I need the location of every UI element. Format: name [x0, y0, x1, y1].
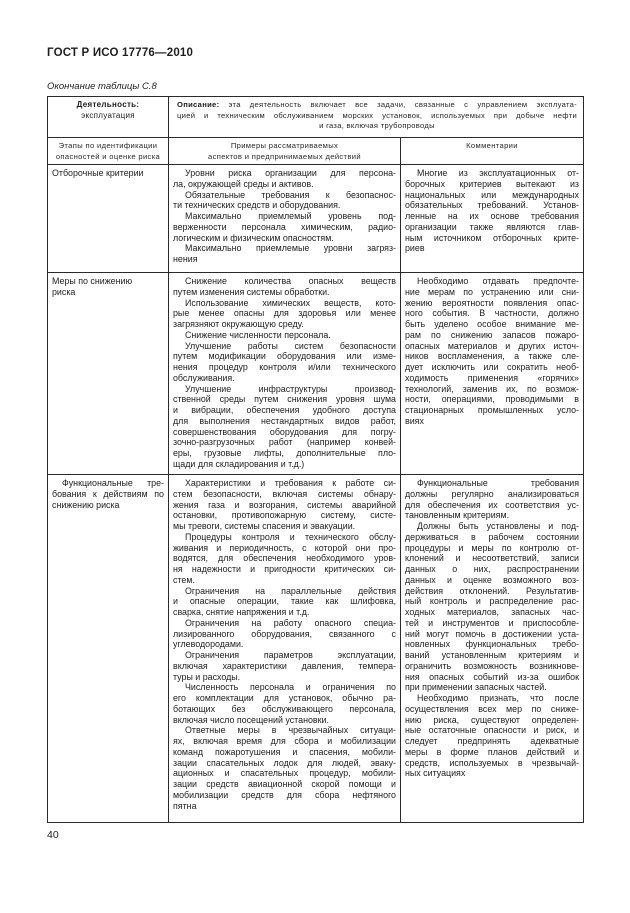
text-line: Необходимо признать, что после [417, 693, 579, 703]
text-line: жения газа и возгорания, системы аварийной [173, 499, 396, 510]
stage-cell [48, 273, 169, 475]
column-header-comments [401, 138, 584, 165]
text-line: для обеспечения их соответствия ус- [405, 499, 579, 510]
column-header-line: Комментарии [466, 141, 518, 150]
text-line: риев [405, 243, 425, 254]
text-line: ационных и спасательных процедур, мобили- [173, 768, 396, 779]
text-line: обязательных требований. Установ- [405, 200, 579, 211]
text-line: Характеристики и требования к работе си- [185, 478, 396, 488]
paragraph [173, 168, 396, 190]
text-line: тановленным критериям. [405, 510, 510, 521]
comments-cell [401, 273, 584, 475]
paragraph [173, 330, 396, 341]
text-line: Ограничения на параллельные действия [185, 585, 396, 596]
text-line: сварка, снятие напряжения и т.д. [173, 607, 310, 617]
text-line: Необходимо отдавать предпочте- [417, 276, 579, 286]
paragraph [405, 276, 579, 427]
text-line: рые менее опасны для здоровья или менее [173, 308, 396, 319]
text-line: логическим и физическим опасностям. [173, 232, 334, 243]
column-header-line: Примеры рассматриваемых [230, 141, 339, 150]
paragraph [173, 341, 396, 384]
text-line: снижению риска [52, 499, 120, 510]
text-line: Ответные меры в чрезвычайных ситуаци- [185, 725, 396, 736]
text-line: Функциональные тре- [62, 478, 164, 488]
text-line: Ограничения на работу опасного специа- [185, 617, 396, 628]
text-line: Улучшение работы систем безопасности [185, 340, 396, 351]
text-line: и опасные операции, такие как шлифовка, [173, 596, 396, 607]
description-line [177, 100, 577, 111]
text-line: ваний установленным критериям и [405, 650, 579, 660]
text-line: осуществления всех мер по сниже- [405, 703, 579, 714]
text-line: ботающих без обслуживающего персонала, [173, 703, 396, 714]
text-line: ников воспламенения, а также сле- [405, 351, 579, 362]
table-header [48, 97, 584, 165]
text-line: опасных материалов и других источ- [405, 340, 579, 351]
text-line: Улучшение инфраструктуры производ- [185, 383, 396, 394]
page-number: 40 [47, 829, 59, 841]
paragraph [173, 298, 396, 330]
text-line: ях, включая время для сбора и мобилизации [173, 736, 396, 746]
column-header-row [48, 138, 584, 165]
text-line: для выполнения нестандартных видов работ, [173, 415, 396, 426]
text-line: меры в форме планов действий и [405, 746, 579, 757]
text-line: Использование химических веществ, кото- [185, 297, 396, 308]
document-id: ГОСТ Р ИСО 17776—2010 [47, 47, 194, 59]
paragraph [173, 211, 396, 243]
text-line: ный контроль и распределение рас- [405, 596, 579, 607]
column-header-line: аспектов и предпринимаемых действий [208, 151, 361, 161]
paragraph [405, 521, 579, 693]
text-line: при применении запасных частей. [405, 682, 547, 693]
text-line: новленных функциональных требо- [405, 639, 579, 650]
text-line: должны регулярно анализироваться [405, 488, 579, 499]
text-line: Многие из эксплуатационных от- [417, 168, 579, 178]
column-header-line: Этапы по идентификации [58, 141, 158, 150]
paragraph [173, 478, 396, 532]
text-line: углеводородами. [173, 639, 244, 650]
text-line: стем безопасности, включая системы обнару- [173, 488, 396, 499]
text-line: загрязняют окружающую среду. [173, 319, 304, 329]
text-line: Ограничения параметров эксплуатации, [185, 650, 396, 660]
text-line: дует исключить или сократить необ- [405, 362, 579, 372]
paragraph [173, 276, 396, 298]
description-line: цией и техническим обслуживанием морских установок, используемых при добыче нефти [177, 110, 577, 120]
text-line: данных и оценке возможного воз- [405, 574, 579, 585]
text-line: Отборочные критерии [52, 168, 144, 178]
text-line: борочных критериев вытекают из [405, 178, 579, 189]
stage-cell [48, 475, 169, 823]
text-line: ходимость применения «горячих» [405, 372, 579, 383]
text-line: ные остаточные опасности и риск, и [405, 725, 579, 736]
examples-cell [169, 475, 401, 823]
text-line: щади для складирования и т.д.) [173, 458, 305, 469]
table-row [48, 475, 584, 823]
paragraph [405, 693, 579, 779]
comments-cell [401, 475, 584, 823]
table-caption: Окончание таблицы С.8 [47, 81, 157, 92]
text-line: мы тревоги, системы спасения и эвакуации. [173, 521, 356, 531]
comments-cell [401, 165, 584, 273]
text-line: ных ситуациях [405, 768, 466, 779]
text-line: зации спасательных лодок для людей, эваку- [173, 757, 396, 768]
text-line: Численность персонала и ограничения по [185, 682, 396, 693]
text-line: путем изменения системы обработки. [173, 286, 330, 297]
activity-cell [48, 97, 169, 138]
description-text: эта деятельность включает все задачи, связанные с управлением эксплуата- [228, 100, 577, 109]
paragraph [52, 168, 164, 179]
paragraph [173, 384, 396, 470]
text-line: ня надежности и пригодности критических си- [173, 564, 396, 574]
text-line: остановки, противопожарную систему, систе- [173, 510, 396, 521]
text-line: включая число посещений установки. [173, 714, 329, 725]
paragraph [173, 650, 396, 682]
paragraph [173, 618, 396, 650]
paragraph [405, 478, 579, 521]
text-line: Меры по снижению [52, 276, 133, 286]
text-line: зации средств авиационной скорой помощи и [173, 779, 396, 789]
text-line: бования к действиям по [52, 488, 164, 499]
text-line: совершенствования оборудования для погру- [173, 426, 396, 437]
text-line: ограничить возможность возникнове- [405, 660, 579, 671]
text-line: держиваться в рабочем состоянии [405, 531, 579, 542]
text-line: ным источником отборочных крите- [405, 232, 579, 243]
text-line: ности, операциями, проводимыми в [405, 394, 579, 405]
text-line: данных о них, распространении [405, 564, 579, 574]
text-line: Снижение количества опасных веществ [185, 276, 396, 286]
paragraph [173, 682, 396, 725]
text-line: пятна [173, 800, 197, 811]
examples-cell [169, 273, 401, 475]
text-line: ния опасных событий из-за ошибок [405, 671, 579, 682]
text-line: ходных материалов, запасных час- [405, 607, 579, 617]
paragraph [405, 168, 579, 254]
text-line: Уровни риска организации для персона- [185, 168, 396, 178]
data-table [47, 96, 584, 823]
text-line: Функциональные требования [417, 478, 579, 488]
stage-cell [48, 165, 169, 273]
text-line: нения процедур контроля и/или технического [173, 362, 396, 372]
text-line: мобилизации средств для сбора нефтяного [173, 789, 396, 800]
text-line: путем модификации оборудования или изме- [173, 351, 396, 362]
text-line: тей и инструментов и приспособле- [405, 617, 579, 628]
text-line: национальных или международных [405, 189, 579, 200]
table-body [48, 165, 584, 823]
paragraph [52, 276, 164, 298]
text-line: Максимально приемлемые уровни загряз- [185, 243, 396, 254]
paragraph [173, 532, 396, 586]
table-header-row [48, 97, 584, 138]
description-line: и газа, включая трубопроводы [319, 121, 435, 131]
text-line: стационарных промышленных усло- [405, 405, 579, 415]
text-line: ственной среды путем снижения уровня шума [173, 394, 396, 405]
paragraph [173, 190, 396, 212]
text-line: риска [52, 286, 76, 297]
text-line: Процедуры контроля и технического обслу- [185, 531, 396, 542]
text-line: еры, грузовые лифты, дополнительные пло- [173, 448, 396, 458]
text-line: и вибрации, обеспечения удобного доступа [173, 405, 396, 415]
column-header-stage [48, 138, 169, 165]
text-line: команд пожаротушения и спасения, мобили- [173, 746, 396, 757]
text-line: технологий, заменив их, по возмож- [405, 383, 579, 394]
text-line: нения [173, 254, 198, 264]
text-line: виях [405, 415, 424, 426]
text-line: нию риска, существуют определен- [405, 714, 579, 725]
description-label: Описание: [177, 100, 220, 109]
text-line: Снижение численности персонала. [185, 329, 331, 340]
column-header-examples [169, 138, 401, 165]
text-line: стем. [173, 574, 195, 585]
text-line: ла, окружающей среды и активов. [173, 178, 314, 189]
text-line: ти технических средств и оборудования. [173, 200, 341, 211]
table-row [48, 165, 584, 273]
text-line: Максимально приемлемый уровень под- [185, 211, 396, 221]
examples-cell [169, 165, 401, 273]
text-line: Должны быть установлены и под- [417, 521, 579, 531]
text-line: ний могут помочь в достижении уста- [405, 628, 579, 639]
paragraph [173, 243, 396, 265]
activity-label: Деятельность: [76, 100, 140, 109]
text-line: ленные на их основе требования [405, 211, 579, 221]
text-line: клонений и несоответствий, записи [405, 553, 579, 564]
text-line: туры и расходы. [173, 671, 241, 682]
text-line: включая характеристики давления, темпера- [173, 660, 396, 671]
text-line: следует предпринять адекватные [405, 736, 579, 746]
text-line: зочно-разгрузочных работ (например конвей- [173, 437, 396, 448]
text-line: жению вероятности появления опас- [405, 297, 579, 308]
paragraph [52, 478, 164, 510]
text-line: водятся, для обеспечения необходимого уров- [173, 553, 396, 564]
text-line: Обязательные требования к безопаснос- [185, 189, 396, 200]
text-line: его комплектации для установок, обычно ра- [173, 693, 396, 703]
activity-value: эксплуатация [81, 110, 135, 120]
text-line: ние мерам по устранению или сни- [405, 286, 579, 297]
text-line: обслуживания. [173, 372, 235, 383]
description-cell [169, 97, 584, 138]
table-row [48, 273, 584, 475]
text-line: быть уделено особое внимание ме- [405, 319, 579, 329]
column-header-line: опасностей и оценке риска [55, 151, 161, 161]
paragraph [173, 586, 396, 618]
text-line: ного события. В частности, должно [405, 308, 579, 319]
text-line: процедуры и меры по контролю от- [405, 542, 579, 553]
text-line: живания и периодичность, с которой они про- [173, 542, 396, 553]
text-line: действия отклонений. Результатив- [405, 585, 579, 596]
text-line: организации также являются глав- [405, 221, 579, 232]
text-line: лизированного оборудования, связанного с [173, 628, 396, 639]
text-line: средств, используемых в чрезвычай- [405, 757, 579, 768]
text-line: рам по снижению запасов пожаро- [405, 329, 579, 340]
paragraph [173, 725, 396, 811]
text-line: верженности персонала химическим, радио- [173, 221, 396, 232]
